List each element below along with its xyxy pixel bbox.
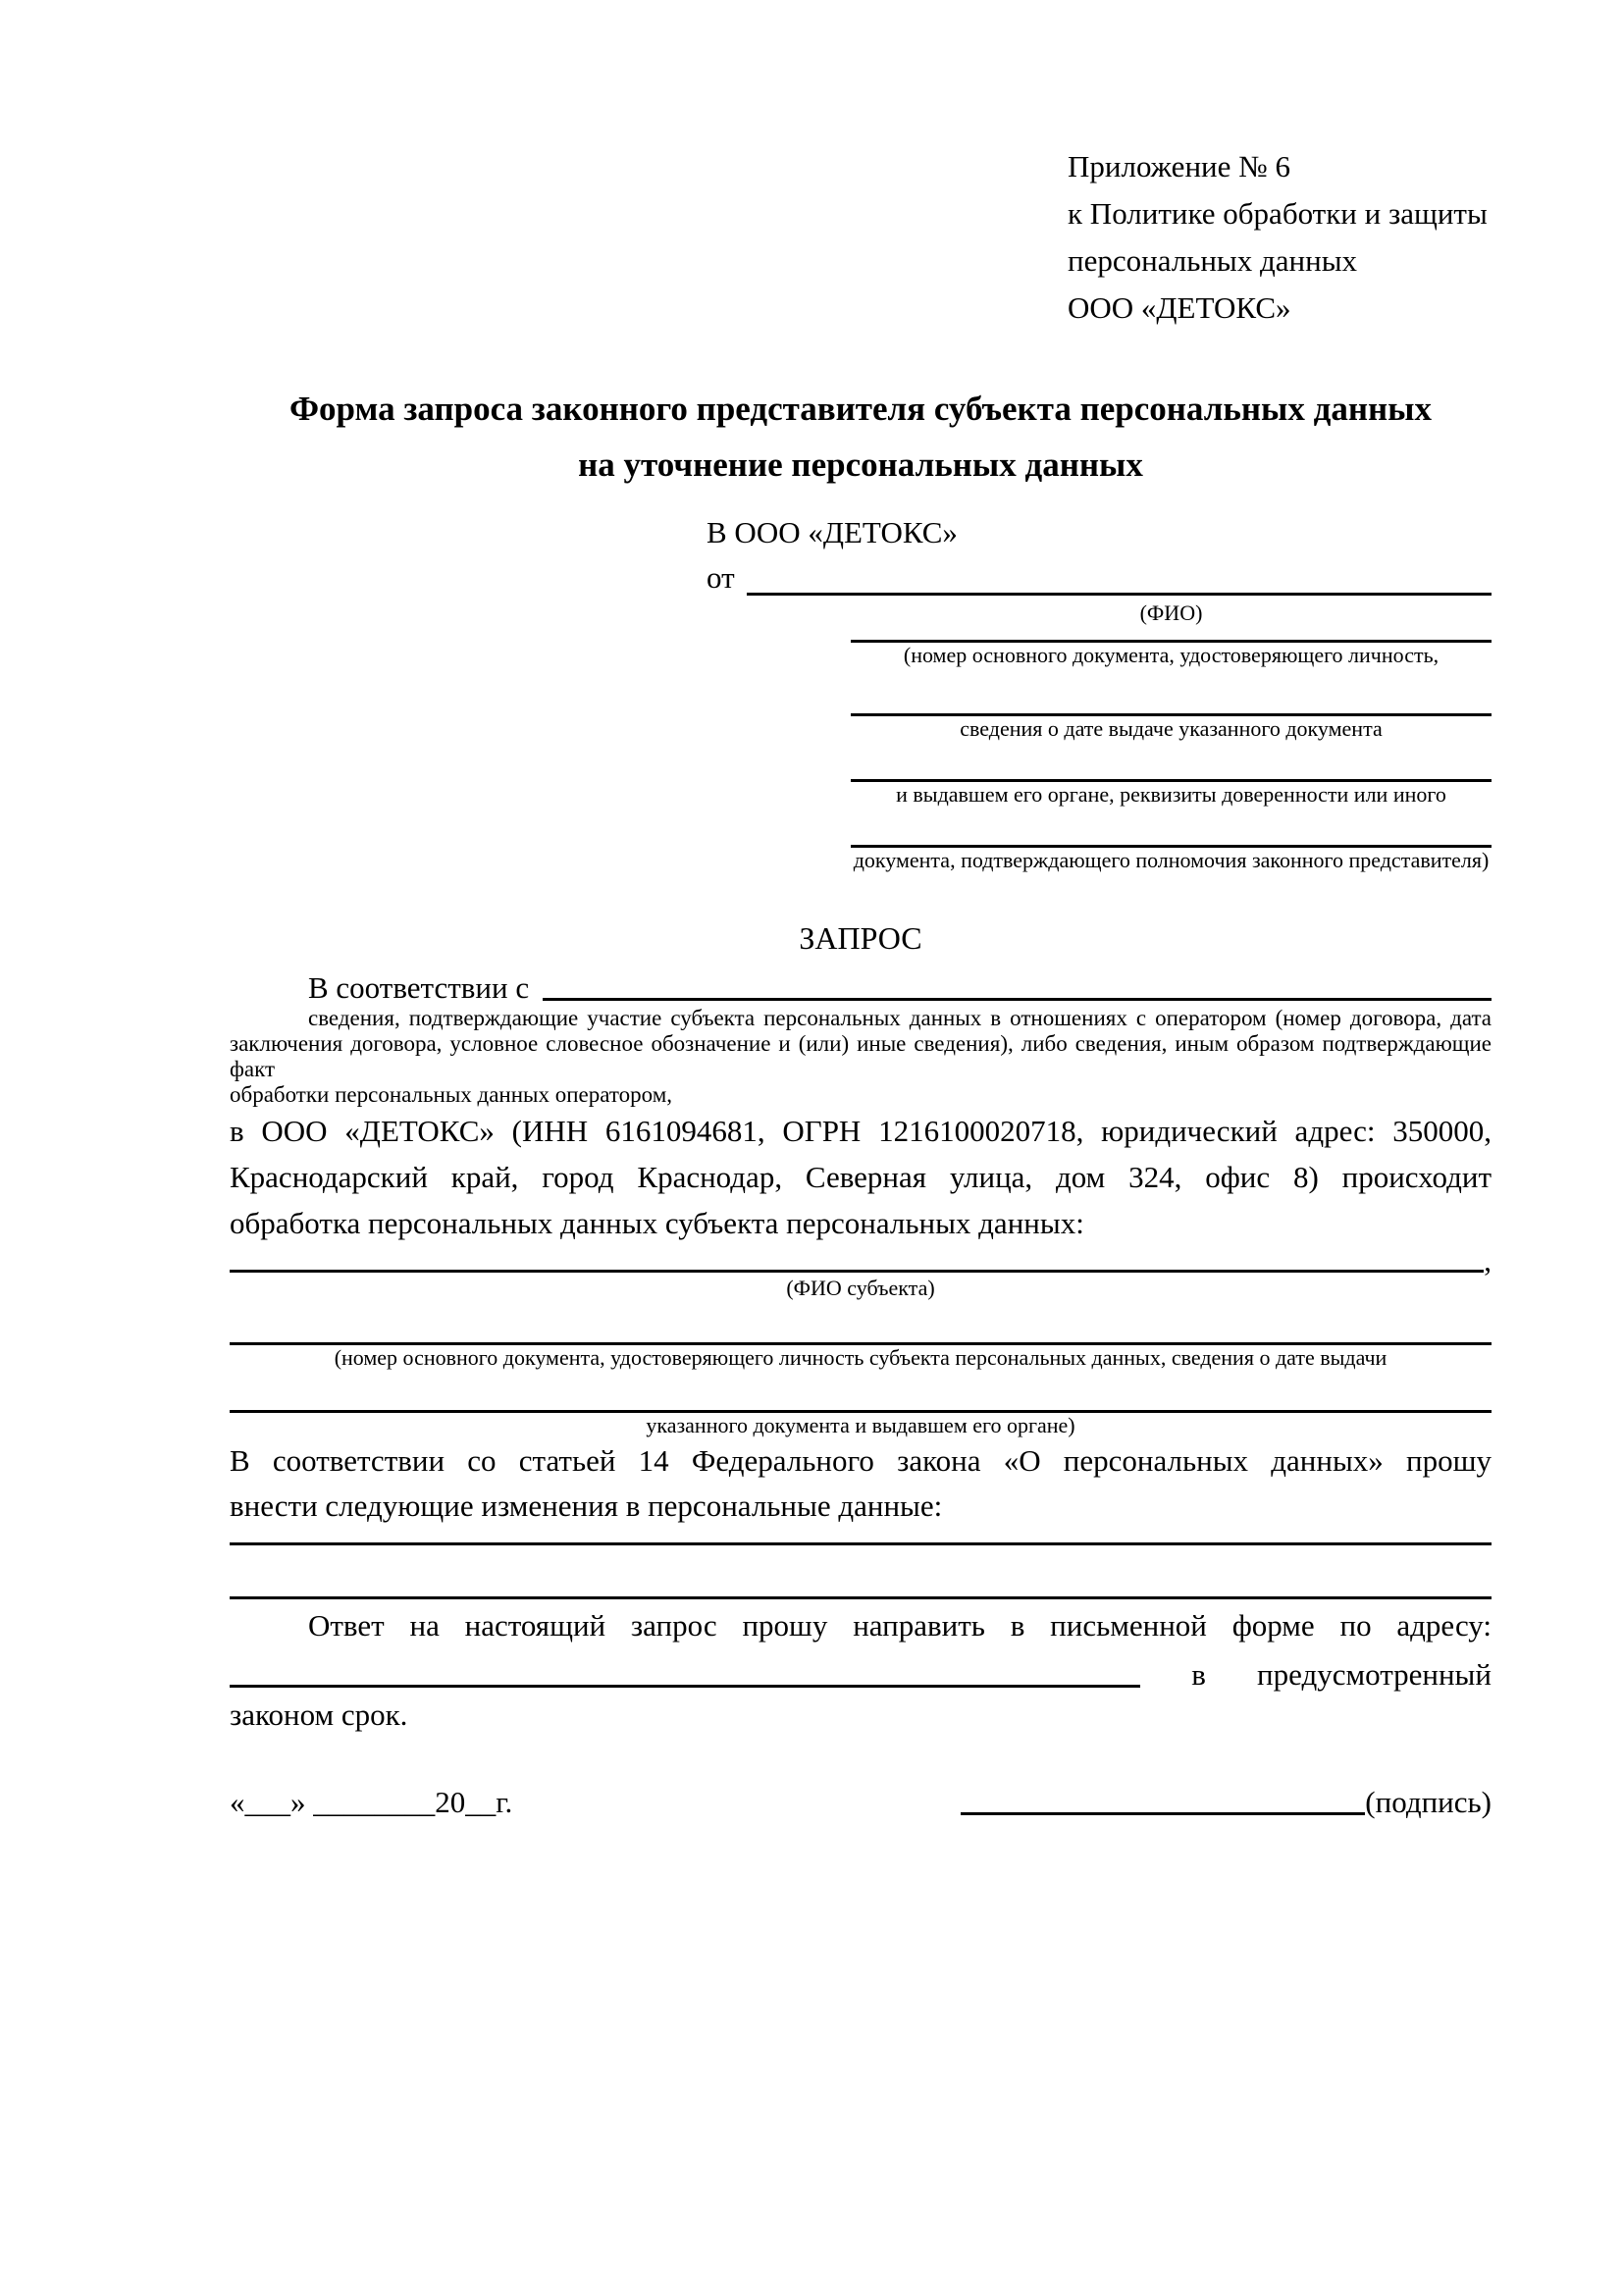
operator-paragraph-line: Краснодарский край, город Краснодар, Северная улица, дом 324, офис 8) происходит: [230, 1160, 1492, 1194]
representative-doc-blank-line: [851, 808, 1492, 848]
reply-line3: законом срок.: [230, 1697, 408, 1732]
representative-fio-blank-line: [747, 593, 1492, 596]
representative-doc-caption: сведения о дате выдаче указанного документа: [960, 716, 1383, 741]
reply-line1: Ответ на настоящий запрос прошу направить в письменной форме по адресу:: [308, 1608, 1492, 1643]
reply-word: в: [1191, 1657, 1206, 1692]
subject-doc-blank-line: [230, 1371, 1492, 1413]
from-label: от: [707, 560, 735, 595]
footnote: [230, 1006, 1492, 1108]
annex-line: к Политике обработки и защиты: [1068, 196, 1488, 231]
document-title: [230, 381, 1492, 493]
from-row: [707, 555, 1492, 600]
reply-address-blank-line: [230, 1685, 1140, 1688]
representative-doc-caption: (номер основного документа, удостоверяющего личность,: [903, 643, 1440, 667]
reply-paragraph: [230, 1603, 1492, 1738]
request-heading: ЗАПРОС: [799, 920, 922, 956]
annex-line: ООО «ДЕТОКС»: [1068, 290, 1291, 325]
annex-block: [1068, 143, 1492, 332]
subject-doc-caption: указанного документа и выдавшем его органе): [646, 1413, 1075, 1437]
representative-doc-blank-line: [851, 626, 1492, 643]
annex-line: персональных данных: [1068, 243, 1358, 278]
trailing-comma: ,: [1484, 1243, 1492, 1278]
fio-caption: (ФИО): [1139, 600, 1203, 625]
footnote-line: сведения, подтверждающие участие субъекта персональных данных в отношениях с оператором (номер договора, дата: [308, 1006, 1492, 1030]
document-title-line2: на уточнение персональных данных: [578, 445, 1143, 484]
representative-doc-blank-line: [851, 668, 1492, 716]
document-title-line1: Форма запроса законного представителя субъекта персональных данных: [289, 390, 1432, 428]
representative-doc-caption: документа, подтверждающего полномочия законного представителя): [853, 848, 1490, 872]
signing-row: [230, 1775, 1492, 1820]
basis-blank-line: [543, 998, 1492, 1001]
reply-line2: [230, 1648, 1492, 1693]
representative-doc-blank-line: [851, 742, 1492, 782]
addressee-organization: В ООО «ДЕТОКС»: [707, 515, 958, 549]
reply-word: предусмотренный: [1257, 1657, 1492, 1692]
changes-blank-line: [230, 1529, 1492, 1545]
subject-fio-blank-line: [230, 1270, 1484, 1273]
footnote-line: заключения договора, условное словесное обозначение и (или) иные сведения), либо сведения, иным образом подтверждающие факт: [230, 1031, 1492, 1081]
intro-row: [230, 961, 1492, 1006]
changes-blank-line: [230, 1545, 1492, 1599]
operator-paragraph: [230, 1108, 1492, 1246]
signature-blank-line: [961, 1812, 1365, 1815]
subject-doc-caption: (номер основного документа, удостоверяющего личность субъекта персональных данных, сведения о дате выдачи: [334, 1345, 1387, 1370]
footnote-line: обработки персональных данных оператором,: [230, 1082, 672, 1107]
operator-paragraph-line: обработка персональных данных субъекта персональных данных:: [230, 1206, 1084, 1240]
signature-caption: (подпись): [1365, 1785, 1492, 1819]
subject-doc-blank-line: [230, 1301, 1492, 1345]
subject-fio-row: [230, 1243, 1492, 1278]
representative-doc-caption: и выдавшем его органе, реквизиты доверенности или иного: [896, 782, 1446, 807]
law-paragraph: [230, 1438, 1492, 1529]
intro-label: В соответствии с: [308, 970, 530, 1005]
operator-paragraph-line: в ООО «ДЕТОКС» (ИНН 6161094681, ОГРН 1216100020718, юридический адрес: 350000,: [230, 1114, 1492, 1148]
law-paragraph-line: В соответствии со статьей 14 Федерального закона «О персональных данных» прошу: [230, 1443, 1492, 1478]
annex-line: Приложение № 6: [1068, 149, 1290, 183]
addressee-block: [707, 510, 1492, 873]
subject-fio-caption: (ФИО субъекта): [786, 1276, 935, 1300]
date-line: «___» ________20__г.: [230, 1785, 513, 1819]
law-paragraph-line: внести следующие изменения в персональные данные:: [230, 1488, 943, 1523]
